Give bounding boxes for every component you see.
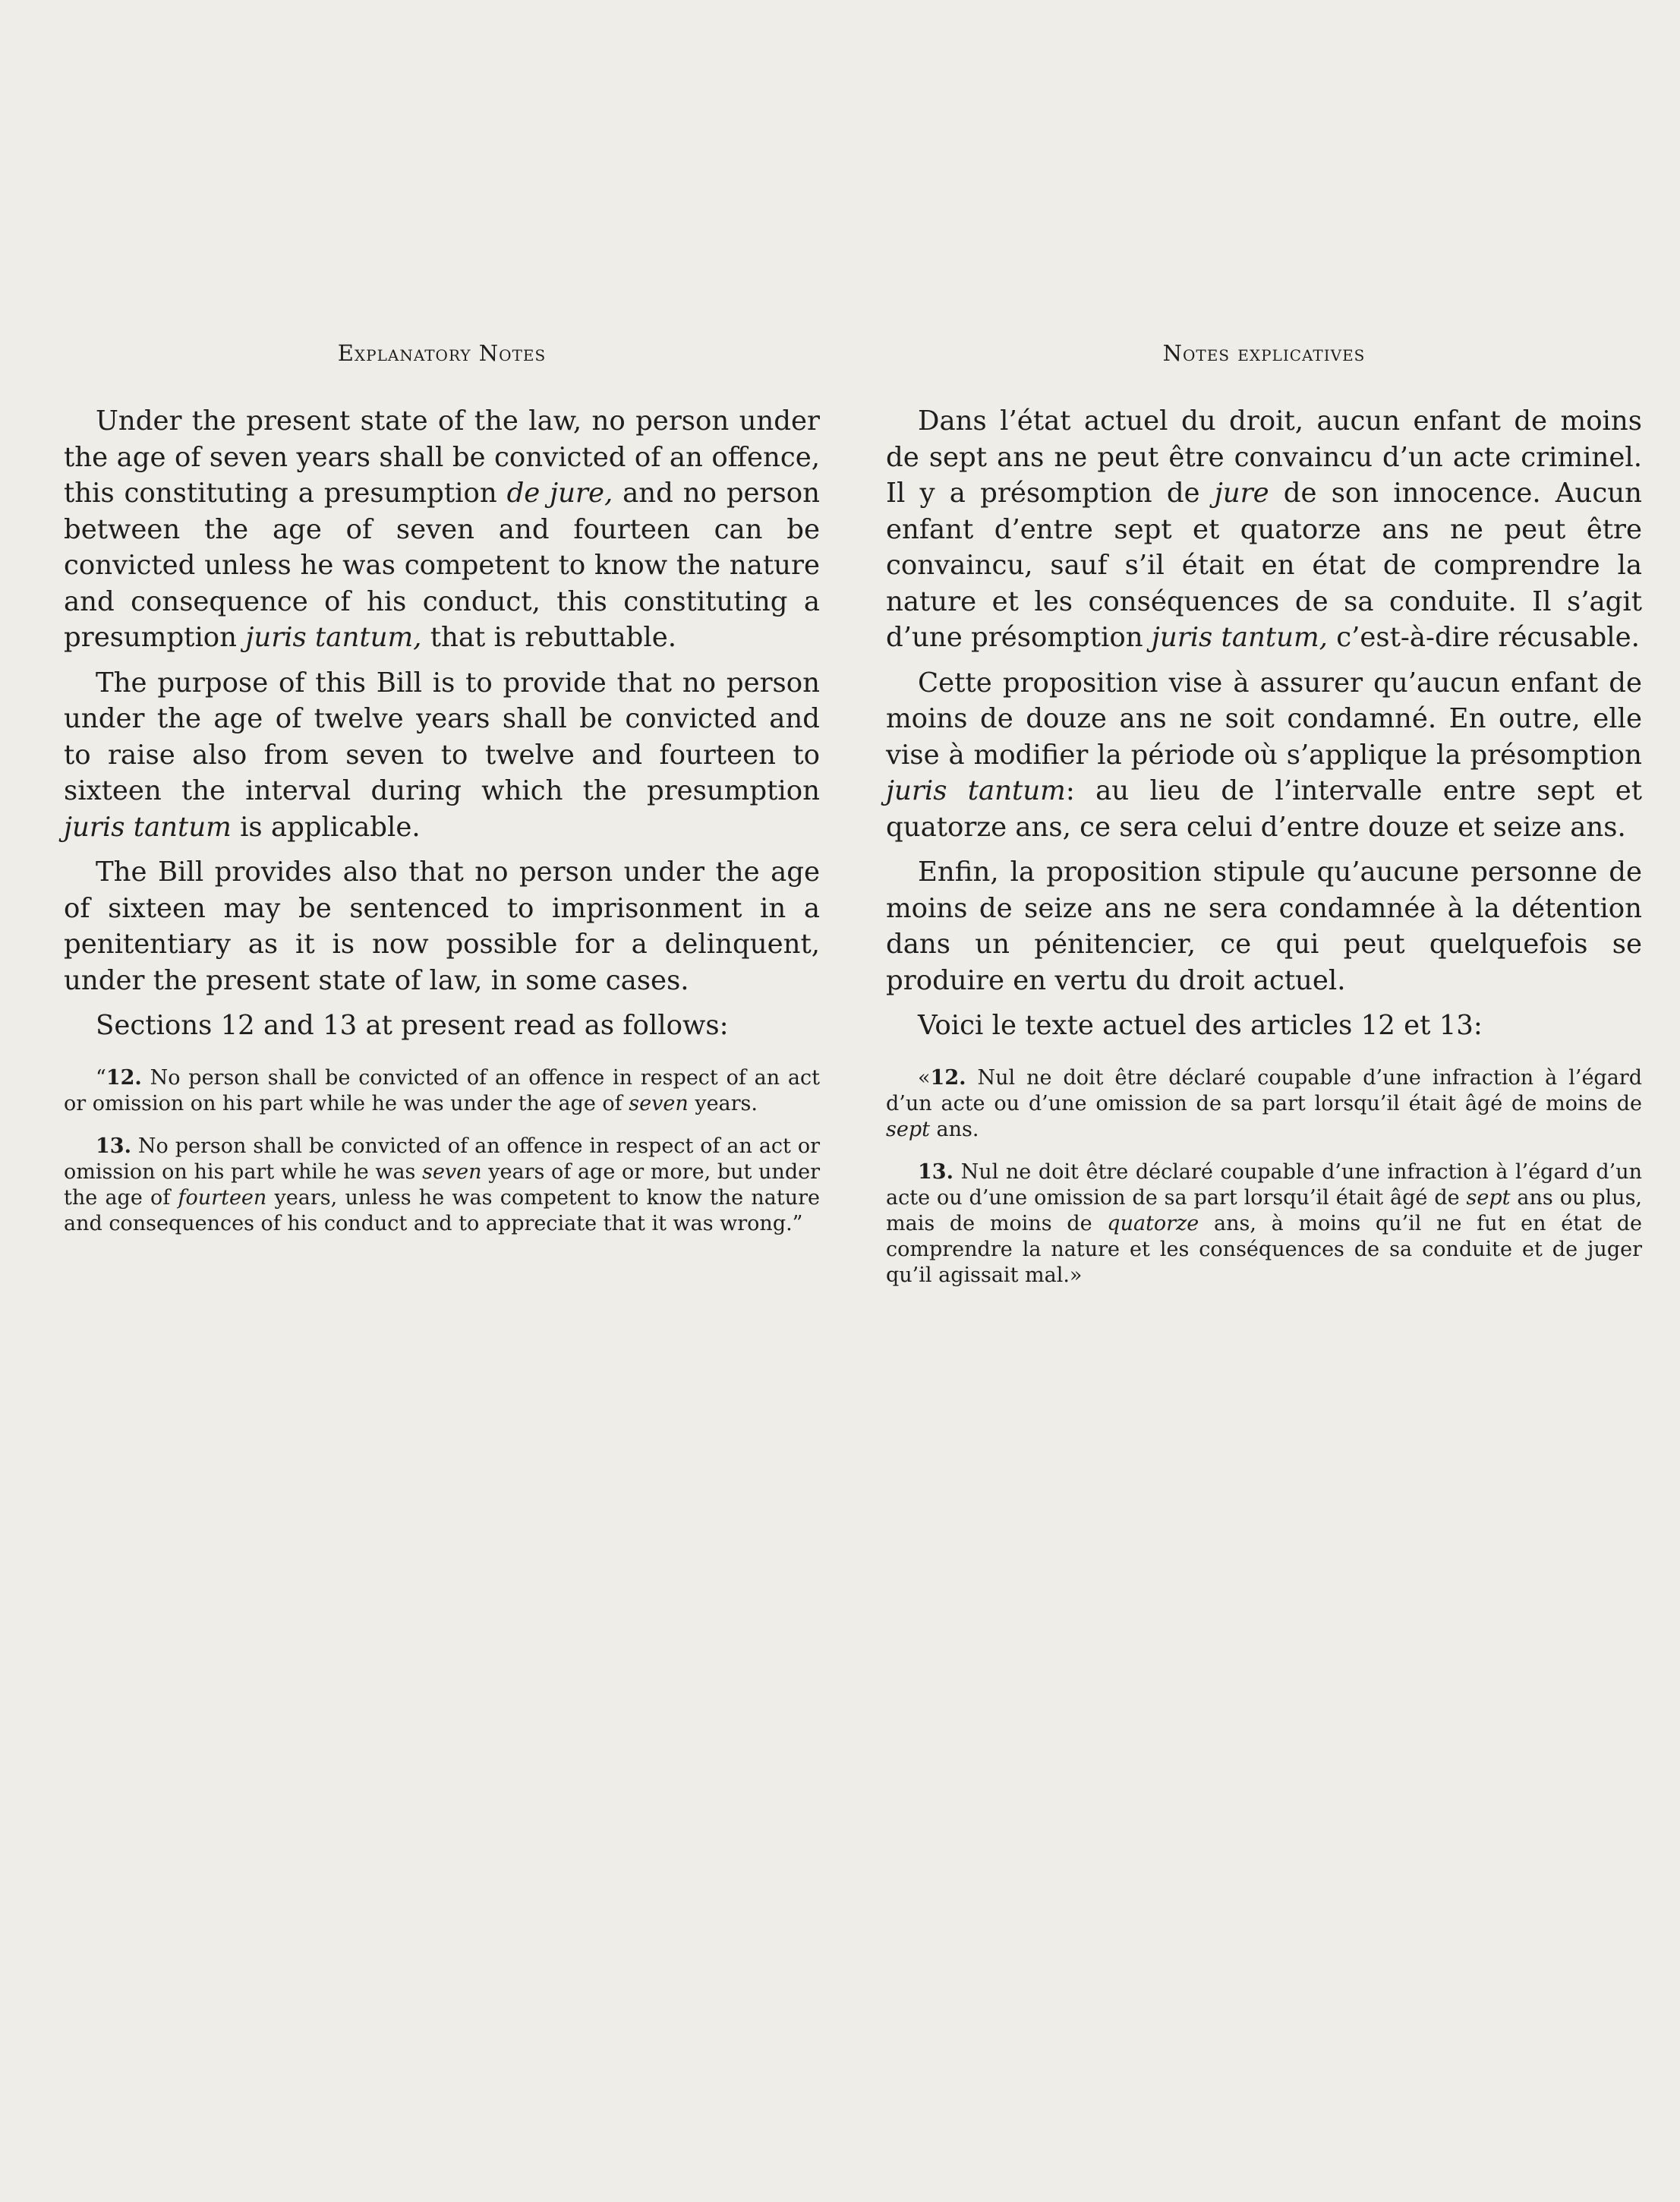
french-quote-article-12: «12. Nul ne doit être déclaré coupable d’une infraction à l’égard d’un acte ou d’une omission de sa part lorsqu’il était âgé de moins de sept ans. [886, 1065, 1642, 1141]
english-paragraph-1: Under the present state of the law, no person under the age of seven years shall be convicted of an offence, this constituting a presumption de jure, and no person between the age of seven and fourteen can be convicted unless he was competent to know the nature and consequence of his conduct, this constituting a presumption juris tantum, that is rebuttable. [64, 405, 820, 653]
english-quote-section-13: 13. No person shall be convicted of an offence in respect of an act or omission on his part while he was seven years of age or more, but under the age of fourteen years, unless he was competent to know the nature and consequences of his conduct and to appreciate that it was wrong.” [64, 1134, 821, 1235]
french-paragraph-3: Enfin, la proposition stipule qu’aucune personne de moins de seize ans ne sera condamnée à la détention dans un pénitencier, ce qui peut quelquefois se produire en vertu du droit actuel. [886, 857, 1642, 996]
english-quote-section-12: “12. No person shall be convicted of an offence in respect of an act or omission on his part while he was under the age of seven years. [64, 1065, 820, 1115]
french-quote-article-13: 13. Nul ne doit être déclaré coupable d’une infraction à l’égard d’un acte ou d’une omission de sa part lorsqu’il était âgé de sept ans ou plus, mais de moins de quatorze ans, à moins qu’il ne fut en état de comprendre la nature et les conséquences de sa conduite et de juger qu’il agissait mal.» [886, 1159, 1643, 1287]
english-heading: Explanatory Notes [337, 340, 547, 366]
french-paragraph-4: Voici le texte actuel des articles 12 et 13: [918, 1010, 1483, 1041]
english-paragraph-2: The purpose of this Bill is to provide that no person under the age of twelve years shall be convicted and to raise also from seven to twelve and fourteen to sixteen the interval during which the presumption juris tantum is applicable. [64, 667, 820, 843]
english-paragraph-4: Sections 12 and 13 at present read as follows: [96, 1010, 729, 1041]
french-paragraph-2: Cette proposition vise à assurer qu’aucun enfant de moins de douze ans ne soit condamné. En outre, elle vise à modifier la période où s’applique la présomption juris tantum: au lieu de l’intervalle entre sept et quatorze ans, ce sera celui d’entre douze et seize ans. [886, 667, 1642, 843]
french-heading: Notes explicatives [1162, 340, 1366, 366]
english-paragraph-3: The Bill provides also that no person under the age of sixteen may be sentenced to imprisonment in a penitentiary as it is now possible for a delinquent, under the present state of law, in some cases. [64, 857, 820, 996]
french-notes-column [886, 338, 1642, 1305]
french-paragraph-1: Dans l’état actuel du droit, aucun enfant de moins de sept ans ne peut être convaincu d’un acte criminel. Il y a présomption de jure de son innocence. Aucun enfant d’entre sept et quatorze ans ne peut être convaincu, sauf s’il était en état de comprendre la nature et les conséquences de sa conduite. Il s’agit d’une présomption juris tantum, c’est-à-dire récusable. [886, 405, 1642, 653]
english-notes-column [64, 338, 820, 1254]
